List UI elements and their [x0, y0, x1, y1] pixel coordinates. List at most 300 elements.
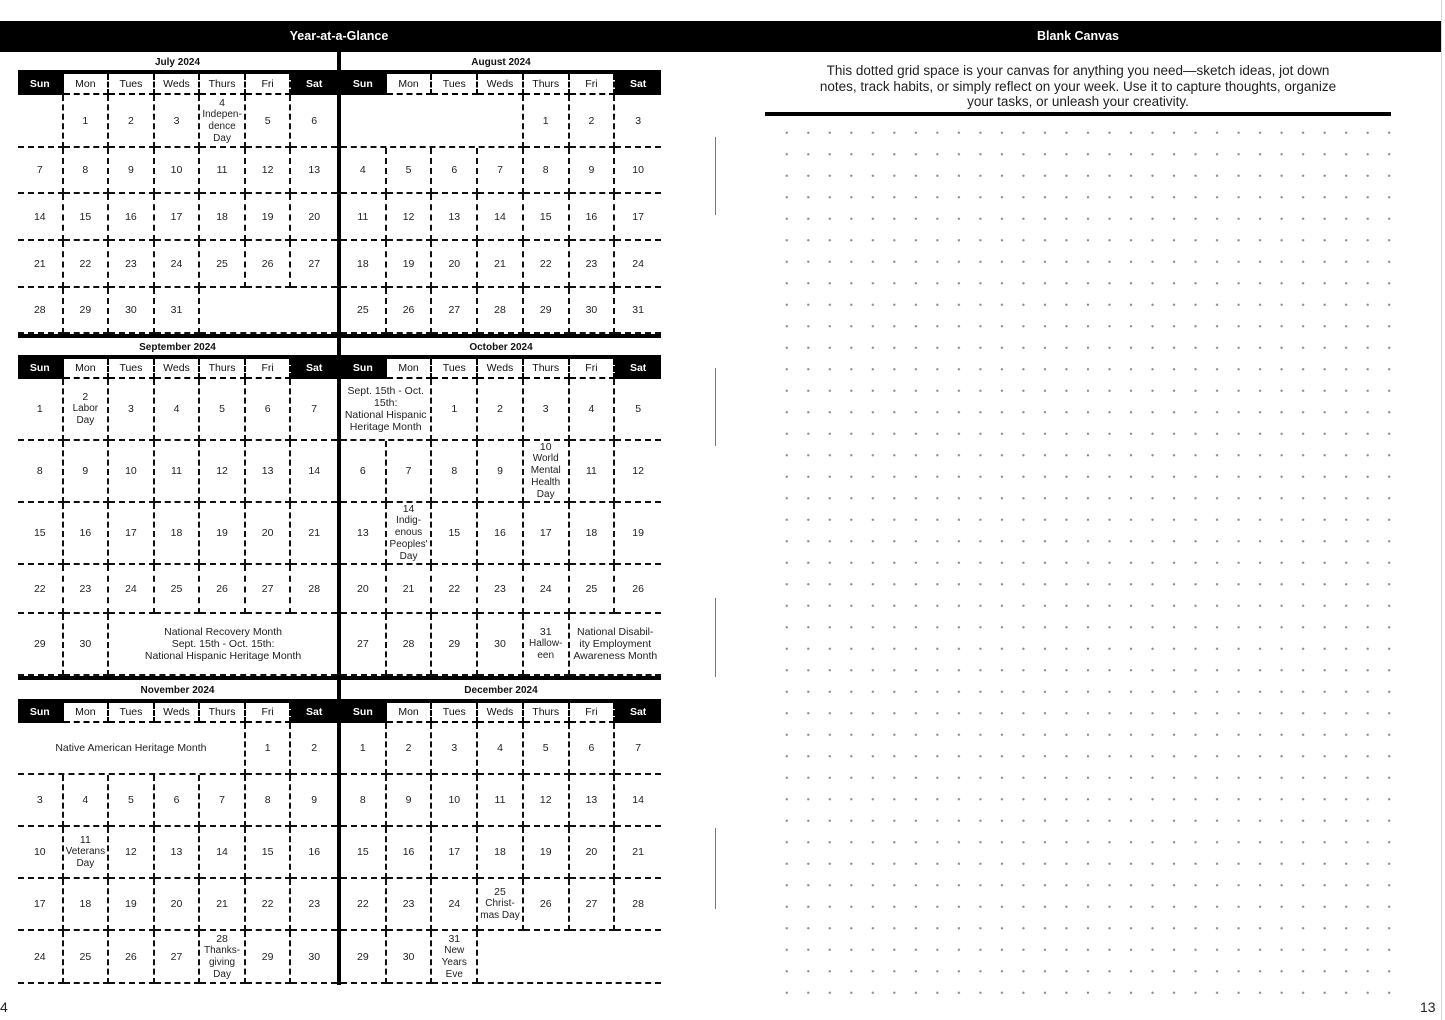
weekday-header-sat: Sat — [615, 359, 661, 379]
day-cell — [155, 288, 201, 334]
day-cell — [155, 441, 201, 503]
calendar-divider-horizontal — [18, 334, 661, 338]
day-number: 28 — [308, 582, 321, 595]
day-number: 22 — [261, 898, 274, 910]
day-cell — [615, 379, 661, 441]
day-number: 14 — [216, 846, 228, 858]
day-number: 20 — [170, 898, 183, 910]
day-number: 10 — [33, 846, 46, 858]
day-cell — [64, 95, 110, 148]
day-number: 5 — [128, 794, 134, 806]
day-number: 24 — [125, 582, 137, 595]
observance-label: Indepen- dence Day — [202, 108, 242, 144]
day-cell — [200, 241, 246, 288]
day-number: 5 — [635, 403, 642, 415]
day-cell — [432, 879, 478, 931]
day-number: 17 — [539, 527, 552, 539]
day-number: 26 — [125, 950, 137, 963]
day-number: 18 — [494, 846, 506, 858]
day-number: 22 — [357, 898, 369, 910]
day-cell — [200, 503, 246, 565]
day-cell — [341, 614, 387, 676]
day-cell — [570, 148, 616, 194]
observance-label: National Recovery Month Sept. 15th - Oct. 15th: National Hispanic Heritage Month — [144, 626, 302, 662]
day-cell — [64, 503, 110, 565]
day-number: 7 — [635, 742, 642, 754]
day-cell — [432, 931, 478, 984]
day-cell — [155, 775, 201, 827]
observance-cell — [18, 723, 246, 775]
weekday-header-sat: Sat — [615, 703, 661, 723]
day-number: 9 — [497, 465, 503, 477]
day-number: 3 — [173, 114, 180, 127]
day-cell — [615, 723, 661, 775]
day-cell — [570, 503, 616, 565]
weekday-header-mon: Mon — [387, 703, 433, 723]
day-cell — [478, 503, 524, 565]
day-number: 21 — [632, 846, 644, 858]
weekday-header-sat: Sat — [291, 359, 337, 379]
day-cell — [64, 614, 110, 676]
day-cell — [341, 241, 387, 288]
day-number: 23 — [125, 257, 137, 270]
day-cell — [387, 775, 433, 827]
day-cell — [570, 441, 616, 503]
day-number: 6 — [359, 465, 366, 477]
day-cell — [200, 775, 246, 827]
day-number: 23 — [494, 582, 506, 595]
day-cell — [341, 723, 387, 775]
day-number: 23 — [79, 582, 92, 595]
day-number: 7 — [405, 465, 412, 477]
day-number: 22 — [33, 582, 46, 595]
day-cell — [291, 379, 337, 441]
day-number: 7 — [311, 403, 318, 415]
day-number: 22 — [448, 582, 461, 595]
day-cell — [432, 723, 478, 775]
day-number: 31 — [539, 626, 552, 638]
day-number: 15 — [261, 846, 274, 858]
day-number: 4 — [359, 164, 366, 176]
weekday-header-sat: Sat — [291, 703, 337, 723]
day-number: 12 — [261, 164, 274, 176]
day-cell — [18, 194, 64, 241]
weekday-header-mon: Mon — [387, 74, 433, 95]
day-cell — [291, 95, 337, 148]
day-cell — [524, 775, 570, 827]
day-number: 12 — [402, 210, 415, 223]
day-number: 5 — [219, 403, 225, 415]
day-number: 19 — [261, 210, 274, 223]
day-number: 27 — [261, 582, 274, 595]
weekday-header-mon: Mon — [64, 74, 110, 95]
day-cell — [200, 148, 246, 194]
day-number: 11 — [585, 465, 597, 477]
day-cell — [387, 827, 433, 879]
day-number: 11 — [216, 164, 228, 176]
day-cell — [524, 194, 570, 241]
day-cell — [615, 241, 661, 288]
day-number: 4 — [173, 403, 180, 415]
month-title: December 2024 — [464, 685, 538, 696]
weekday-header-row — [341, 699, 661, 723]
day-cell — [524, 148, 570, 194]
day-number: 26 — [216, 582, 228, 595]
day-cell — [341, 194, 387, 241]
day-cell — [64, 827, 110, 879]
day-number: 29 — [79, 304, 92, 316]
binding-mark — [715, 598, 716, 677]
weekday-header-tues: Tues — [432, 359, 478, 379]
day-number: 20 — [261, 527, 274, 539]
day-number: 3 — [36, 794, 43, 806]
day-cell — [478, 288, 524, 334]
day-number: 15 — [357, 846, 369, 858]
day-cell — [18, 775, 64, 827]
day-number: 30 — [402, 950, 415, 963]
day-number: 21 — [494, 257, 506, 270]
observance-cell — [341, 379, 432, 441]
day-number: 31 — [170, 304, 183, 316]
day-number: 2 — [128, 114, 134, 127]
day-cell — [18, 503, 64, 565]
day-cell — [155, 827, 201, 879]
day-number: 9 — [82, 465, 89, 477]
day-cell — [64, 288, 110, 334]
day-number: 10 — [448, 794, 461, 806]
day-number: 1 — [82, 114, 89, 127]
day-cell — [109, 95, 155, 148]
day-number: 25 — [216, 257, 228, 270]
weekday-header-thurs: Thurs — [524, 703, 570, 723]
day-number: 19 — [216, 527, 228, 539]
day-number: 28 — [33, 304, 46, 316]
day-number: 20 — [357, 582, 369, 595]
day-number: 30 — [585, 304, 598, 316]
observance-label: Sept. 15th - Oct. 15th: National Hispanic Heritage Month — [344, 385, 427, 433]
day-number: 2 — [405, 742, 412, 754]
day-cell — [341, 565, 387, 614]
day-number: 10 — [125, 465, 137, 477]
day-number: 1 — [451, 403, 458, 415]
empty-cell — [200, 288, 337, 334]
weekday-header-thurs: Thurs — [524, 74, 570, 95]
day-number: 26 — [632, 582, 644, 595]
day-cell — [432, 288, 478, 334]
month-title: October 2024 — [469, 342, 533, 353]
weekday-header-thurs: Thurs — [200, 703, 246, 723]
day-number: 9 — [588, 164, 595, 176]
day-number: 1 — [264, 742, 271, 754]
day-number: 30 — [494, 638, 506, 650]
day-cell — [478, 148, 524, 194]
day-cell — [200, 827, 246, 879]
day-cell — [341, 288, 387, 334]
observance-label: Labor Day — [72, 403, 99, 426]
day-number: 13 — [448, 210, 461, 223]
weekday-header-row — [18, 70, 337, 95]
day-cell — [615, 288, 661, 334]
binding-mark — [715, 137, 716, 215]
day-number: 22 — [539, 257, 552, 270]
day-number: 8 — [451, 465, 458, 477]
day-number: 1 — [36, 403, 43, 415]
day-number: 18 — [357, 257, 369, 270]
day-cell — [18, 241, 64, 288]
day-number: 8 — [264, 794, 271, 806]
month-title: September 2024 — [139, 342, 216, 353]
day-cell — [18, 288, 64, 334]
day-cell — [109, 879, 155, 931]
weekday-header-thurs: Thurs — [200, 74, 246, 95]
day-cell — [615, 565, 661, 614]
day-cell — [155, 148, 201, 194]
observance-label: Native American Heritage Month — [55, 742, 207, 754]
day-number: 15 — [79, 210, 92, 223]
weekday-header-row — [18, 699, 337, 723]
day-number: 11 — [171, 465, 182, 477]
day-number: 14 — [494, 210, 506, 223]
day-cell — [18, 565, 64, 614]
day-cell — [155, 503, 201, 565]
weekday-header-sun: Sun — [341, 703, 387, 723]
day-number: 28 — [494, 304, 506, 316]
day-cell — [341, 441, 387, 503]
day-cell — [291, 931, 337, 984]
observance-label: Veterans Day — [65, 846, 106, 869]
day-cell — [18, 148, 64, 194]
page-number-right: 13 — [1420, 999, 1436, 1015]
day-number: 18 — [216, 210, 228, 223]
day-number: 30 — [79, 638, 92, 650]
weekday-header-weds: Weds — [478, 359, 524, 379]
day-cell — [155, 565, 201, 614]
day-number: 27 — [308, 257, 321, 270]
day-cell — [200, 379, 246, 441]
day-number: 14 — [402, 503, 415, 515]
day-number: 7 — [497, 164, 503, 176]
empty-cell — [478, 931, 661, 984]
observance-label: National Disabil- ity Employment Awareness Month — [573, 626, 658, 662]
day-cell — [246, 194, 292, 241]
day-cell — [200, 565, 246, 614]
day-number: 14 — [308, 465, 321, 477]
day-number: 17 — [33, 898, 46, 910]
dot-grid — [776, 122, 1400, 1004]
weekday-header-fri: Fri — [570, 74, 616, 95]
day-number: 8 — [359, 794, 366, 806]
day-cell — [524, 614, 570, 676]
day-number: 25 — [79, 950, 92, 963]
day-cell — [109, 148, 155, 194]
day-cell — [291, 441, 337, 503]
day-cell — [570, 827, 616, 879]
day-cell — [387, 931, 433, 984]
day-cell — [109, 241, 155, 288]
observance-label: Hallow- een — [529, 638, 563, 661]
day-number: 16 — [402, 846, 415, 858]
day-number: 2 — [82, 391, 89, 403]
day-cell — [291, 503, 337, 565]
day-cell — [246, 879, 292, 931]
day-number: 14 — [632, 794, 644, 806]
day-number: 23 — [308, 898, 321, 910]
day-number: 13 — [170, 846, 183, 858]
day-cell — [570, 194, 616, 241]
observance-label: New Years Eve — [441, 944, 467, 980]
day-number: 16 — [308, 846, 321, 858]
day-number: 8 — [36, 465, 43, 477]
day-number: 27 — [170, 950, 183, 963]
day-cell — [570, 723, 616, 775]
day-number: 17 — [632, 210, 644, 223]
day-number: 29 — [33, 638, 46, 650]
day-number: 2 — [311, 742, 318, 754]
day-number: 20 — [308, 210, 321, 223]
weekday-header-fri: Fri — [246, 359, 292, 379]
day-number: 4 — [82, 794, 89, 806]
day-cell — [615, 148, 661, 194]
day-cell — [524, 723, 570, 775]
day-cell — [64, 565, 110, 614]
month-august-2024 — [341, 56, 661, 334]
empty-cell — [18, 95, 64, 148]
day-cell — [341, 503, 387, 565]
day-number: 13 — [357, 527, 369, 539]
day-number: 3 — [635, 114, 642, 127]
day-grid — [341, 95, 661, 334]
day-cell — [200, 194, 246, 241]
day-number: 1 — [359, 742, 366, 754]
canvas-description-line: your tasks, or unleash your creativity. — [967, 94, 1189, 109]
day-cell — [478, 827, 524, 879]
weekday-header-sun: Sun — [341, 74, 387, 95]
observance-label: Christ- mas Day — [480, 898, 520, 921]
day-number: 26 — [539, 898, 552, 910]
day-grid — [18, 379, 337, 676]
day-number: 19 — [632, 527, 644, 539]
day-number: 25 — [170, 582, 183, 595]
day-cell — [524, 441, 570, 503]
day-number: 29 — [539, 304, 552, 316]
day-number: 20 — [448, 257, 461, 270]
day-cell — [155, 194, 201, 241]
day-number: 31 — [448, 932, 461, 945]
day-number: 24 — [448, 898, 461, 910]
day-number: 15 — [448, 527, 461, 539]
day-number: 30 — [125, 304, 137, 316]
day-number: 26 — [402, 304, 415, 316]
day-cell — [291, 565, 337, 614]
weekday-header-sun: Sun — [18, 359, 64, 379]
day-number: 18 — [170, 527, 183, 539]
day-cell — [155, 95, 201, 148]
day-number: 24 — [33, 950, 46, 963]
day-cell — [200, 879, 246, 931]
day-cell — [109, 565, 155, 614]
day-cell — [246, 775, 292, 827]
weekday-header-row — [341, 70, 661, 95]
day-cell — [291, 241, 337, 288]
day-cell — [109, 503, 155, 565]
day-cell — [387, 503, 433, 565]
day-cell — [64, 879, 110, 931]
month-october-2024 — [341, 340, 661, 676]
day-cell — [478, 565, 524, 614]
day-cell — [246, 723, 292, 775]
observance-label: World Mental Health Day — [530, 453, 561, 500]
day-number: 3 — [451, 742, 458, 754]
day-cell — [570, 379, 616, 441]
left-page-title: Year-at-a-Glance — [289, 29, 389, 43]
day-number: 29 — [261, 950, 274, 963]
day-number: 21 — [216, 898, 228, 910]
day-number: 14 — [33, 210, 46, 223]
day-cell — [109, 827, 155, 879]
day-number: 11 — [79, 834, 91, 846]
day-number: 6 — [311, 114, 318, 127]
day-number: 21 — [33, 257, 46, 270]
day-number: 5 — [264, 114, 271, 127]
canvas-divider — [765, 112, 1391, 116]
day-cell — [64, 775, 110, 827]
calendar-divider-horizontal — [18, 676, 661, 680]
day-number: 24 — [170, 257, 183, 270]
day-cell — [570, 288, 616, 334]
day-number: 12 — [632, 465, 644, 477]
day-cell — [615, 95, 661, 148]
weekday-header-tues: Tues — [432, 703, 478, 723]
weekday-header-sun: Sun — [18, 703, 64, 723]
day-number: 23 — [402, 898, 415, 910]
day-cell — [109, 379, 155, 441]
day-cell — [432, 194, 478, 241]
day-number: 29 — [448, 638, 461, 650]
day-cell — [341, 775, 387, 827]
day-cell — [291, 879, 337, 931]
day-cell — [524, 288, 570, 334]
day-cell — [387, 194, 433, 241]
day-cell — [341, 827, 387, 879]
month-title: July 2024 — [154, 57, 201, 68]
weekday-header-weds: Weds — [155, 74, 201, 95]
day-cell — [341, 931, 387, 984]
day-number: 18 — [79, 898, 92, 910]
day-number: 21 — [402, 582, 415, 595]
day-cell — [18, 379, 64, 441]
weekday-header-tues: Tues — [109, 74, 155, 95]
day-cell — [109, 194, 155, 241]
day-cell — [291, 723, 337, 775]
day-number: 7 — [36, 164, 43, 176]
day-number: 3 — [128, 403, 134, 415]
day-cell — [570, 879, 616, 931]
day-number: 16 — [125, 210, 137, 223]
day-number: 25 — [494, 886, 506, 898]
day-cell — [570, 241, 616, 288]
day-cell — [341, 879, 387, 931]
day-cell — [478, 241, 524, 288]
day-number: 16 — [585, 210, 598, 223]
day-cell — [524, 241, 570, 288]
day-cell — [432, 775, 478, 827]
weekday-header-weds: Weds — [478, 703, 524, 723]
day-cell — [524, 379, 570, 441]
day-cell — [615, 879, 661, 931]
day-cell — [432, 827, 478, 879]
day-cell — [246, 565, 292, 614]
day-cell — [432, 441, 478, 503]
